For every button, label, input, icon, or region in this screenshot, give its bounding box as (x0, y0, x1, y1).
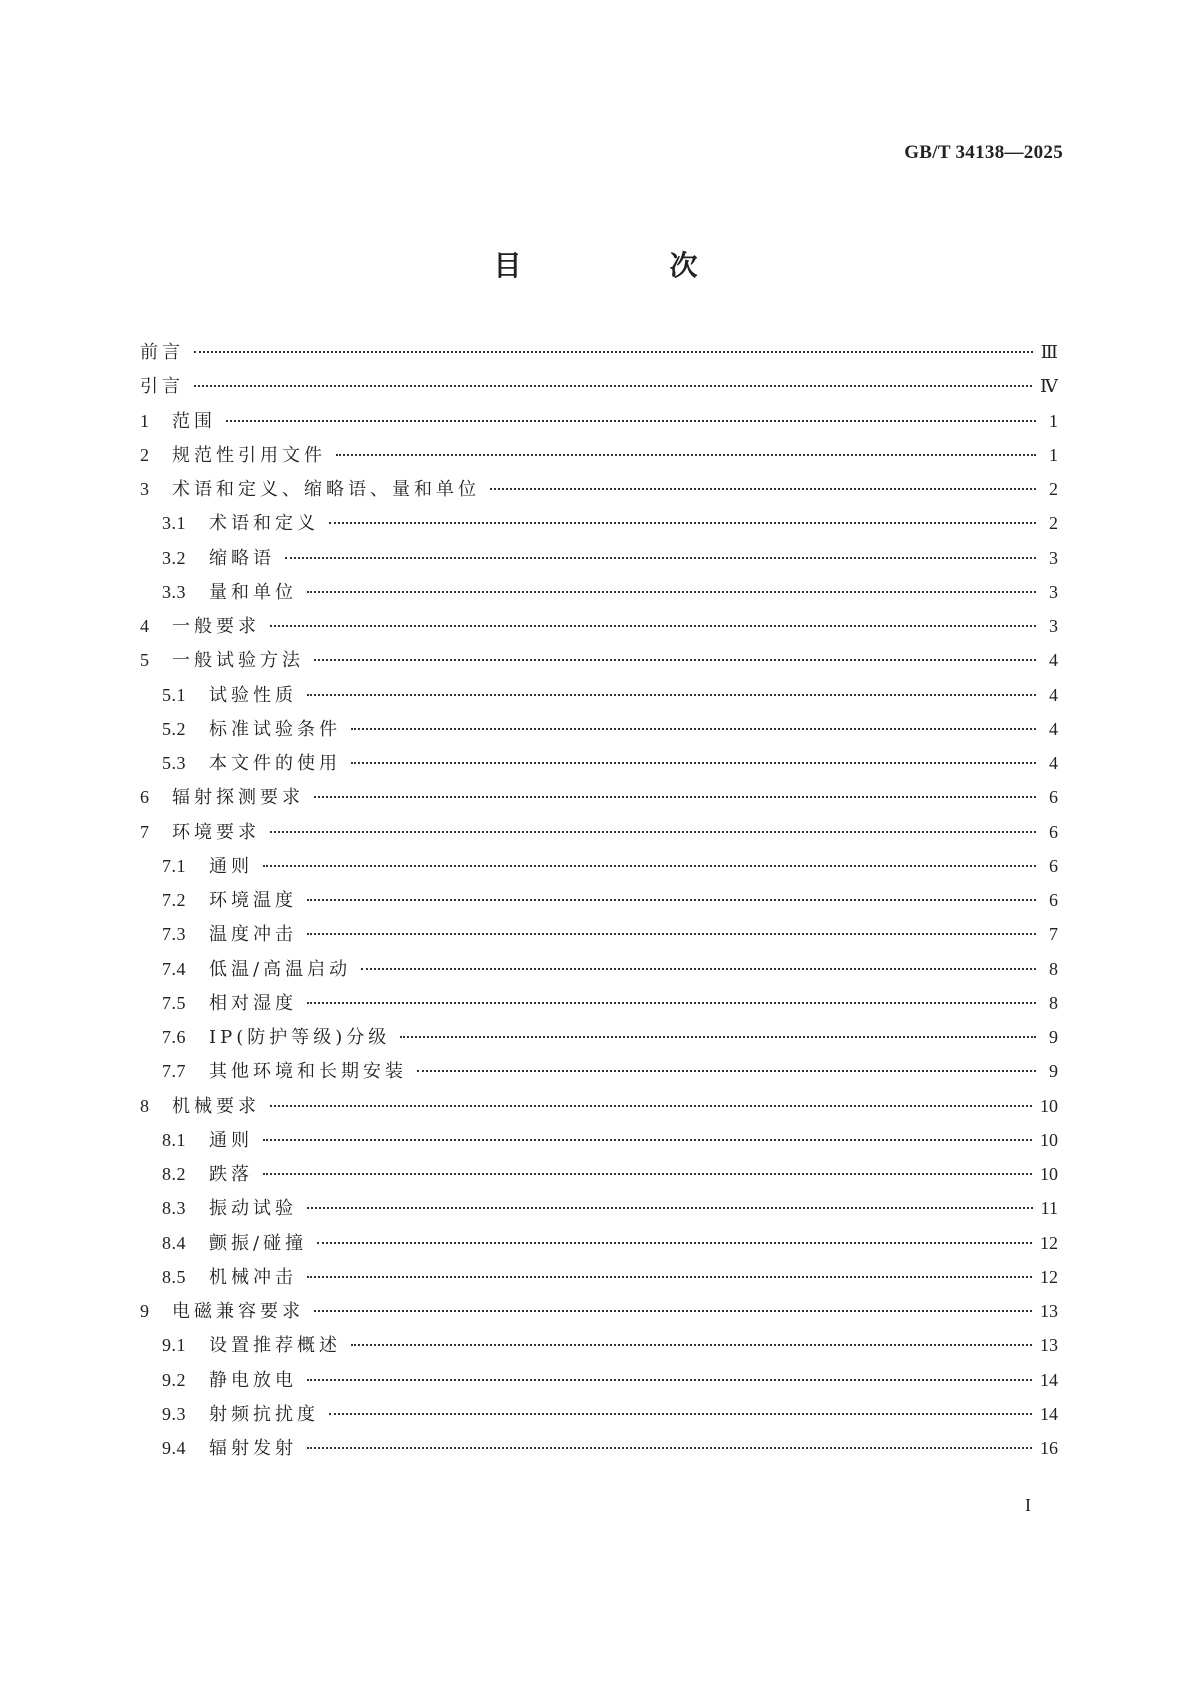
toc-entry-label: 术语和定义 (209, 513, 319, 534)
toc-entry-page: 7 (1049, 924, 1058, 944)
toc-entry-label: 缩略语 (209, 548, 275, 569)
toc-entry[interactable] (140, 1402, 1058, 1426)
toc-entry-label: 其他环境和长期安装 (209, 1061, 407, 1082)
toc-entry-page: 4 (1049, 685, 1058, 705)
toc-entry-number: 3.2 (162, 548, 186, 568)
standard-code: GB/T 34138—2025 (904, 142, 1063, 163)
toc-entry-label: 静电放电 (209, 1370, 297, 1391)
dot-leader (351, 1344, 1032, 1346)
toc-entry-page: 8 (1049, 993, 1058, 1013)
dot-leader (307, 899, 1036, 901)
dot-leader (351, 728, 1036, 730)
toc-entry-label: 环境温度 (209, 890, 297, 911)
toc-entry-number: 2 (140, 445, 150, 465)
toc-entry[interactable] (140, 1231, 1058, 1255)
toc-entry-number: 7.3 (162, 924, 186, 944)
toc-entry-number: 7.4 (162, 959, 186, 979)
toc-entry-label: 环境要求 (172, 822, 260, 843)
toc-entry-label: 跌落 (209, 1164, 253, 1185)
toc-entry-page: 6 (1049, 890, 1058, 910)
toc-entry[interactable] (140, 717, 1058, 741)
dot-leader (307, 694, 1036, 696)
toc-entry[interactable] (140, 511, 1058, 535)
dot-leader (417, 1070, 1036, 1072)
toc-entry[interactable] (140, 580, 1058, 604)
toc-entry[interactable] (140, 1265, 1058, 1289)
dot-leader (270, 625, 1036, 627)
dot-leader (307, 1276, 1032, 1278)
toc-entry-page: 1 (1049, 445, 1058, 465)
dot-leader (263, 1173, 1032, 1175)
toc-entry-number: 8.5 (162, 1267, 186, 1287)
toc-entry-label: 术语和定义、缩略语、量和单位 (172, 479, 480, 500)
toc-entry-number: 6 (140, 787, 150, 807)
toc-entry[interactable] (140, 1196, 1058, 1220)
toc-entry-label: 射频抗扰度 (209, 1404, 319, 1425)
toc-entry-page: 12 (1040, 1267, 1058, 1287)
toc-entry-label: 振动试验 (209, 1198, 297, 1219)
toc-entry-page: 1 (1049, 411, 1058, 431)
toc-entry-label: IP(防护等级)分级 (209, 1027, 391, 1048)
page-title: 目 次 (493, 249, 758, 282)
toc-entry-label: 范围 (172, 411, 216, 432)
dot-leader (307, 933, 1036, 935)
toc-entry-number: 9.2 (162, 1370, 186, 1390)
dot-leader (194, 385, 1032, 387)
toc-entry-number: 8.3 (162, 1198, 186, 1218)
dot-leader (314, 1310, 1032, 1312)
toc-entry-label: 标准试验条件 (209, 719, 341, 740)
toc-entry-label: 本文件的使用 (209, 753, 341, 774)
toc-entry[interactable] (140, 1059, 1058, 1083)
toc-entry[interactable] (140, 443, 1058, 467)
toc-entry-page: 16 (1040, 1438, 1058, 1458)
toc-entry-number: 3 (140, 479, 150, 499)
toc-entry-page: 4 (1049, 650, 1058, 670)
toc-entry-label: 机械要求 (172, 1096, 260, 1117)
toc-entry[interactable] (140, 1436, 1058, 1460)
toc-entry-page: 9 (1049, 1061, 1058, 1081)
toc-entry-page: 4 (1049, 719, 1058, 739)
toc-entry-label: 相对湿度 (209, 993, 297, 1014)
toc-entry-label: 通则 (209, 856, 253, 877)
toc-entry-label: 试验性质 (209, 685, 297, 706)
dot-leader (270, 831, 1036, 833)
toc-entry[interactable] (140, 546, 1058, 570)
toc-entry-page: Ⅳ (1040, 376, 1058, 396)
toc-entry[interactable] (140, 957, 1058, 981)
toc-entry-number: 7.1 (162, 856, 186, 876)
toc-entry-label: 辐射发射 (209, 1438, 297, 1459)
dot-leader (361, 968, 1036, 970)
toc-entry-page: 9 (1049, 1027, 1058, 1047)
dot-leader (329, 1413, 1032, 1415)
toc-entry-number: 3.3 (162, 582, 186, 602)
toc-entry-label: 前言 (140, 342, 184, 363)
toc-entry[interactable] (140, 683, 1058, 707)
dot-leader (317, 1242, 1032, 1244)
dot-leader (263, 865, 1036, 867)
toc-entry[interactable] (140, 648, 1058, 672)
dot-leader (263, 1139, 1032, 1141)
toc-entry[interactable] (140, 1299, 1058, 1323)
toc-entry-page: 3 (1049, 616, 1058, 636)
dot-leader (307, 1379, 1032, 1381)
toc-entry-number: 3.1 (162, 513, 186, 533)
toc-entry-page: 2 (1049, 479, 1058, 499)
dot-leader (307, 1447, 1032, 1449)
toc-entry-number: 4 (140, 616, 150, 636)
toc-entry-page: 3 (1049, 582, 1058, 602)
toc-entry-number: 1 (140, 411, 150, 431)
toc-entry-number: 9.1 (162, 1335, 186, 1355)
toc-entry[interactable] (140, 751, 1058, 775)
toc-entry-label: 温度冲击 (209, 924, 297, 945)
toc-entry[interactable] (140, 614, 1058, 638)
toc-entry-page: 12 (1040, 1233, 1058, 1253)
toc-entry-page: 8 (1049, 959, 1058, 979)
dot-leader (307, 1207, 1033, 1209)
toc-entry-label: 通则 (209, 1130, 253, 1151)
toc-entry-page: 10 (1040, 1164, 1058, 1184)
toc-entry-page: 6 (1049, 787, 1058, 807)
toc-entry-page: 13 (1040, 1301, 1058, 1321)
dot-leader (400, 1036, 1036, 1038)
toc-entry[interactable] (140, 374, 1058, 398)
toc-entry-number: 5.1 (162, 685, 186, 705)
toc-entry-number: 7.6 (162, 1027, 186, 1047)
toc-entry[interactable] (140, 991, 1058, 1015)
toc-entry-page: 4 (1049, 753, 1058, 773)
toc-entry-number: 8.2 (162, 1164, 186, 1184)
dot-leader (314, 796, 1036, 798)
dot-leader (270, 1105, 1032, 1107)
toc-entry-label: 颤振/碰撞 (209, 1233, 308, 1254)
toc-entry-page: 14 (1040, 1404, 1058, 1424)
toc-entry[interactable] (140, 785, 1058, 809)
toc-entry-number: 9.3 (162, 1404, 186, 1424)
dot-leader (226, 420, 1036, 422)
toc-entry-number: 7.7 (162, 1061, 186, 1081)
toc-entry-page: 3 (1049, 548, 1058, 568)
toc-entry[interactable] (140, 1128, 1058, 1152)
toc-entry-page: 6 (1049, 822, 1058, 842)
toc-entry-number: 7 (140, 822, 150, 842)
dot-leader (307, 1002, 1036, 1004)
toc-entry-label: 引言 (140, 376, 184, 397)
toc-entry-page: 11 (1040, 1198, 1058, 1218)
dot-leader (329, 522, 1036, 524)
toc-entry[interactable] (140, 854, 1058, 878)
dot-leader (336, 454, 1036, 456)
toc-entry-number: 8 (140, 1096, 150, 1116)
toc-entry-page: Ⅲ (1040, 342, 1058, 362)
toc-entry-number: 5.2 (162, 719, 186, 739)
toc-entry-number: 8.4 (162, 1233, 186, 1253)
toc-entry-number: 5.3 (162, 753, 186, 773)
toc-entry[interactable] (140, 477, 1058, 501)
toc-entry-number: 5 (140, 650, 150, 670)
toc-entry-label: 辐射探测要求 (172, 787, 304, 808)
toc-entry-label: 低温/高温启动 (209, 959, 352, 980)
toc-entry-label: 量和单位 (209, 582, 297, 603)
toc-entry-label: 设置推荐概述 (209, 1335, 341, 1356)
dot-leader (285, 557, 1036, 559)
toc-entry-page: 13 (1040, 1335, 1058, 1355)
toc-entry-number: 7.5 (162, 993, 186, 1013)
toc-entry[interactable] (140, 340, 1058, 364)
toc-entry-number: 9.4 (162, 1438, 186, 1458)
dot-leader (351, 762, 1036, 764)
dot-leader (490, 488, 1036, 490)
toc-entry-label: 一般要求 (172, 616, 260, 637)
toc-entry-page: 6 (1049, 856, 1058, 876)
dot-leader (307, 591, 1036, 593)
toc-entry-label: 机械冲击 (209, 1267, 297, 1288)
dot-leader (314, 659, 1036, 661)
toc-entry-number: 8.1 (162, 1130, 186, 1150)
dot-leader (194, 351, 1033, 353)
page-number: I (1025, 1495, 1031, 1515)
toc-entry-number: 9 (140, 1301, 150, 1321)
toc-entry[interactable] (140, 1025, 1058, 1049)
toc-entry[interactable] (140, 922, 1058, 946)
toc-entry-page: 10 (1040, 1096, 1058, 1116)
toc-entry[interactable] (140, 820, 1058, 844)
toc-entry[interactable] (140, 888, 1058, 912)
toc-entry-label: 电磁兼容要求 (172, 1301, 304, 1322)
toc-entry-label: 规范性引用文件 (172, 445, 326, 466)
toc-entry[interactable] (140, 1162, 1058, 1186)
toc-entry-label: 一般试验方法 (172, 650, 304, 671)
toc-entry[interactable] (140, 1368, 1058, 1392)
toc-entry[interactable] (140, 1333, 1058, 1357)
toc-entry[interactable] (140, 1094, 1058, 1118)
toc-entry[interactable] (140, 409, 1058, 433)
toc-entry-page: 10 (1040, 1130, 1058, 1150)
toc-entry-page: 2 (1049, 513, 1058, 533)
toc-entry-number: 7.2 (162, 890, 186, 910)
toc-entry-page: 14 (1040, 1370, 1058, 1390)
